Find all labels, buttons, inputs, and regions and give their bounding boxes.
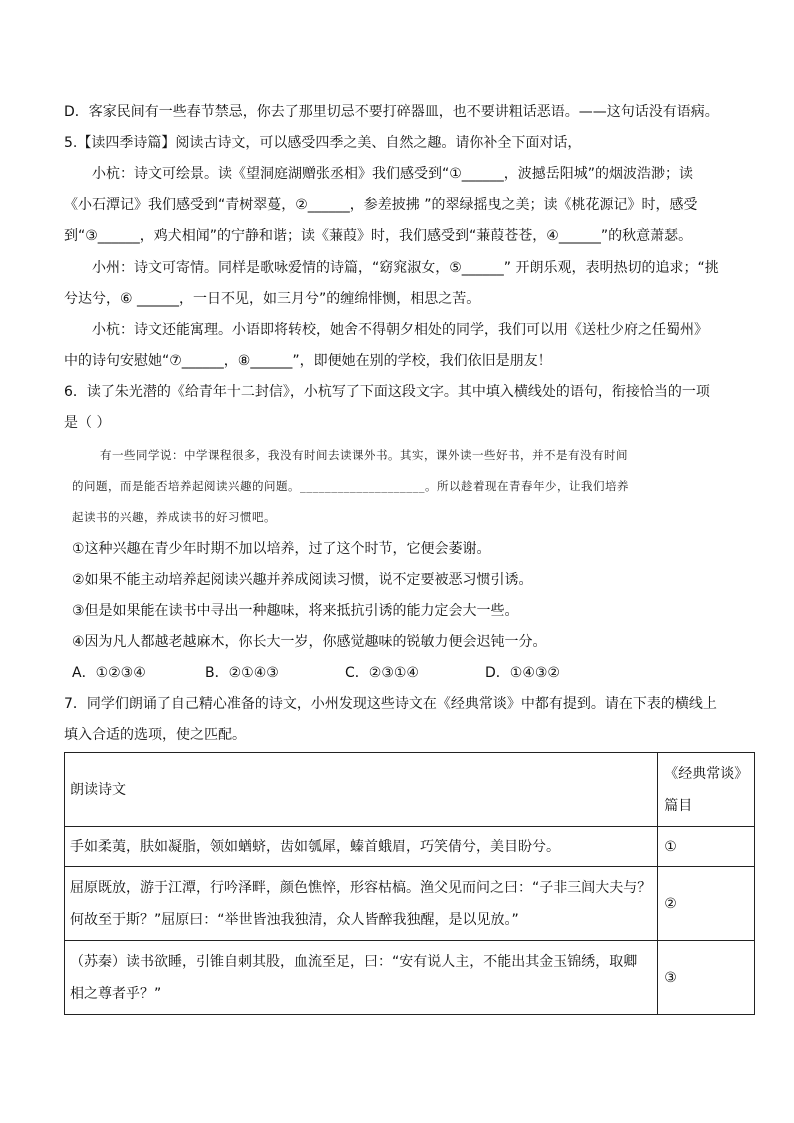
sentence-option: ③但是如果能在读书中寻出一种趣味，将来抵抗引诱的能力定会大一些。 xyxy=(72,603,519,619)
passage-line: 有一些同学说：中学课程很多，我没有时间去读课外书。其实，课外读一些好书，并不是有没有时间 xyxy=(100,448,628,462)
poem-cell xyxy=(65,827,658,867)
poem-text: （苏秦）读书欲睡，引锥自刺其股，血流至足，曰：“安有说人主，不能出其金玉锦绣，取卿 xyxy=(70,953,638,970)
table-header-row xyxy=(65,753,755,827)
dialogue-line: 兮达兮，⑥ ______，一日不见，如三月兮”的缠绵悱恻，相思之苦。 xyxy=(64,291,481,307)
poem-cell xyxy=(65,867,658,941)
question-6-title-cont: 是（ ） xyxy=(64,415,111,431)
answer-blank[interactable]: ① xyxy=(664,838,677,855)
table-row xyxy=(65,827,755,867)
question-7-title-cont: 填入合适的选项，使之匹配。 xyxy=(64,727,246,743)
header-cell-chapter xyxy=(658,753,755,827)
choice-c: C．②③①④ xyxy=(345,665,419,681)
choice-b: B．②①④③ xyxy=(205,665,279,681)
table-row xyxy=(65,867,755,941)
header-label: 朗读诗文 xyxy=(70,781,126,798)
dialogue-line: 到“③______，鸡犬相闻”的宁静和谐；读《蒹葭》时，我们感受到“蒹葭苍苍，④______”的秋意萧瑟。 xyxy=(64,228,693,244)
dialogue-line: 小杭：诗文还能寓理。小语即将转校，她舍不得朝夕相处的同学，我们可以用《送杜少府之任蜀州》 xyxy=(92,322,708,338)
answer-blank[interactable]: ③ xyxy=(664,969,677,986)
option-d-statement: D．客家民间有一些春节禁忌，你去了那里切忌不要打碎器皿，也不要讲粗话恶语。——这句话没有语病。 xyxy=(64,104,719,120)
passage-line: 的问题，而是能否培养起阅读兴趣的问题。____________________。所以趁着现在青春年少，让我们培养 xyxy=(72,479,629,493)
sentence-option: ④因为凡人都越老越麻木，你长大一岁，你感觉趣味的锐敏力便会迟钝一分。 xyxy=(72,634,547,650)
passage-line: 起读书的兴趣，养成读书的好习惯吧。 xyxy=(72,510,276,524)
question-7-title: 7．同学们朗诵了自己精心准备的诗文，小州发现这些诗文在《经典常谈》中都有提到。请在下表的横线上 xyxy=(64,696,717,712)
question-5-title: 5.【读四季诗篇】阅读古诗文，可以感受四季之美、自然之趣。请你补全下面对话， xyxy=(64,135,582,151)
sentence-option: ①这种兴趣在青少年时期不加以培养，过了这个时节，它便会萎谢。 xyxy=(72,541,491,557)
header-label: 篇目 xyxy=(664,797,693,814)
choice-d: D．①④③② xyxy=(485,665,560,681)
dialogue-line: 中的诗句安慰她“⑦______，⑧______”，即便她在别的学校，我们依旧是朋友！ xyxy=(64,353,552,369)
question-6-title: 6．读了朱光潜的《给青年十二封信》，小杭写了下面这段文字。其中填入横线处的语句，衔接恰当的一项 xyxy=(64,384,710,400)
header-label: 《经典常谈》 xyxy=(664,765,749,782)
dialogue-line: 小州：诗文可寄情。同样是歌咏爱情的诗篇，“窈窕淑女，⑤______” 开朗乐观，表明热切的追求；“挑 xyxy=(92,260,719,276)
answer-cell[interactable] xyxy=(658,941,755,1015)
sentence-option: ②如果不能主动培养起阅读兴趣并养成阅读习惯，说不定要被恶习惯引诱。 xyxy=(72,572,533,588)
poem-text: 相之尊者乎？” xyxy=(70,985,162,1002)
choice-a: A．①②③④ xyxy=(72,665,146,681)
header-cell-poem xyxy=(65,753,658,827)
answer-cell[interactable] xyxy=(658,867,755,941)
answer-blank[interactable]: ② xyxy=(664,895,677,912)
dialogue-line: 小杭：诗文可绘景。读《望洞庭湖赠张丞相》我们感受到“①______，波撼岳阳城”的烟波浩渺；读 xyxy=(92,166,694,182)
poem-text: 手如柔荑，肤如凝脂，领如蝤蛴，齿如瓠犀，螓首蛾眉，巧笑倩兮，美目盼兮。 xyxy=(70,838,560,855)
matching-table xyxy=(64,752,755,1015)
dialogue-line: 《小石潭记》我们感受到“青树翠蔓，②______，参差披拂 ”的翠绿摇曳之美；读《桃花源记》时，感受 xyxy=(64,197,698,213)
poem-cell xyxy=(65,941,658,1015)
table-row xyxy=(65,941,755,1015)
poem-text: 屈原既放，游于江潭，行吟泽畔，颜色憔悴，形容枯槁。渔父见而问之曰：“子非三闾大夫与？ xyxy=(70,879,652,896)
poem-text: 何故至于斯？”屈原曰：“举世皆浊我独清，众人皆醉我独醒，是以见放。” xyxy=(70,911,519,928)
answer-cell[interactable] xyxy=(658,827,755,867)
